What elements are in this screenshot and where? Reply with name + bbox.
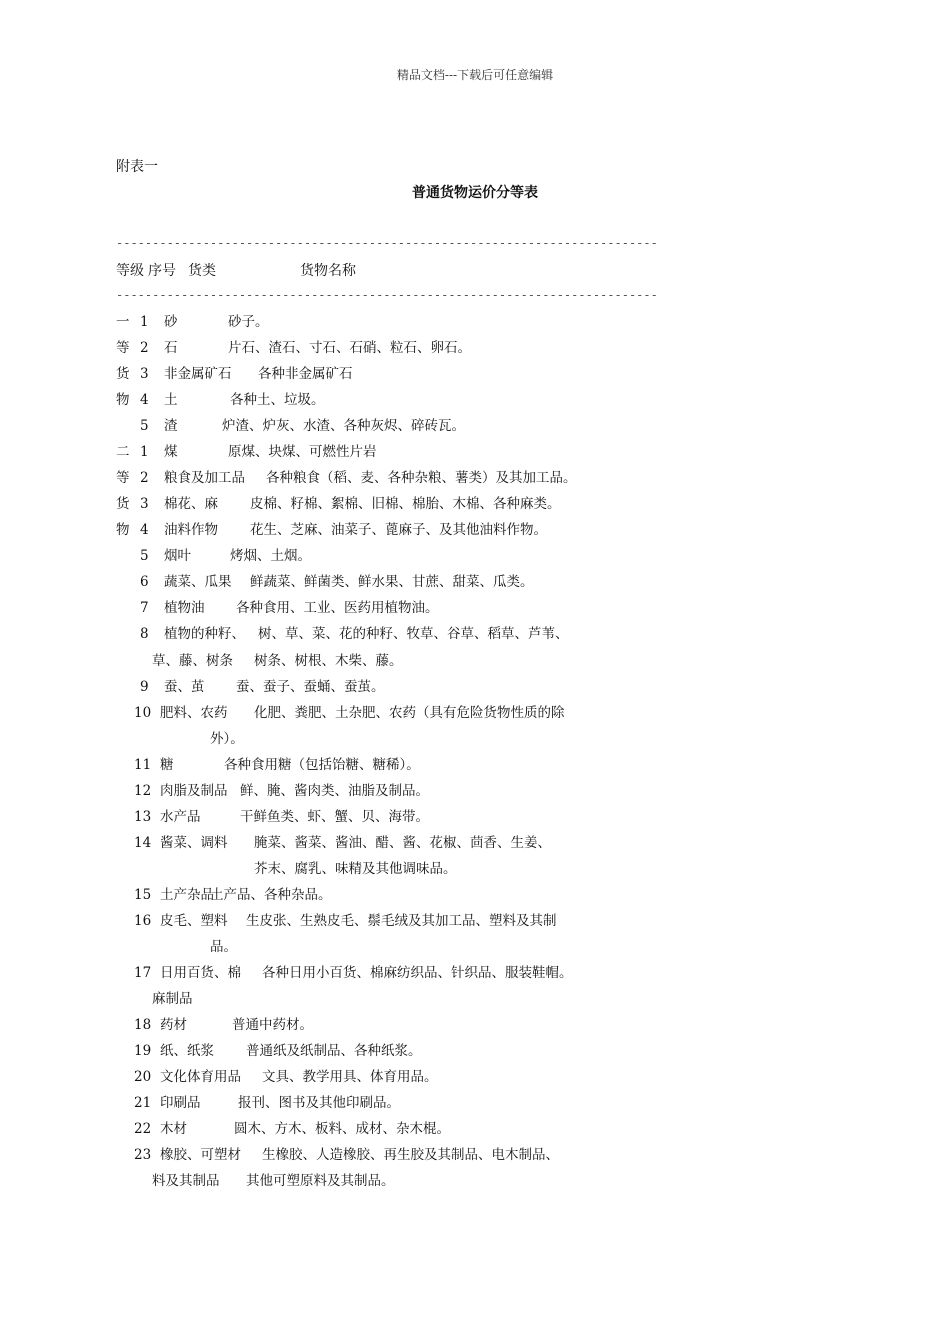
row-name: 品。	[210, 939, 237, 955]
row-no: 13	[134, 809, 152, 825]
row-name: 炉渣、炉灰、水渣、各种灰烬、碎砖瓦。	[222, 418, 465, 434]
row-no: 20	[134, 1069, 152, 1085]
row-category: 文化体育用品	[160, 1069, 241, 1085]
row-name: 各种食用、工业、医药用植物油。	[236, 600, 439, 616]
row-category: 酱菜、调料	[160, 835, 228, 851]
row-name: 各种食用糖（包括饴糖、糖稀）。	[224, 757, 420, 773]
row-name: 鲜蔬菜、鲜菌类、鲜水果、甘蔗、甜菜、瓜类。	[250, 574, 534, 590]
row-no: 16	[134, 913, 152, 929]
row-no: 1	[140, 314, 149, 330]
row-grade: 等	[116, 340, 130, 356]
row-category: 土产杂品	[160, 887, 214, 903]
row-category: 油料作物	[164, 522, 218, 538]
row-name: 其他可塑原料及其制品。	[246, 1173, 395, 1189]
row-no: 2	[140, 470, 149, 486]
row-name: 烤烟、土烟。	[230, 548, 311, 564]
row-grade: 物	[116, 522, 130, 538]
row-no: 5	[140, 548, 149, 564]
row-name: 芥末、腐乳、味精及其他调味品。	[254, 861, 457, 877]
row-name: 各种粮食（稻、麦、各种杂粮、薯类）及其加工品。	[266, 470, 577, 486]
row-grade: 等	[116, 470, 130, 486]
row-category: 皮毛、塑料	[160, 913, 228, 929]
row-category: 蔬菜、瓜果	[164, 574, 232, 590]
row-name: 生皮张、生熟皮毛、鬃毛绒及其加工品、塑料及其制	[246, 913, 557, 929]
row-no: 4	[140, 392, 149, 408]
row-category: 渣	[164, 418, 178, 434]
row-category: 日用百货、棉	[160, 965, 241, 981]
row-category: 麻制品	[152, 991, 193, 1007]
row-no: 22	[134, 1121, 152, 1137]
row-category: 土	[164, 392, 178, 408]
row-grade: 货	[116, 366, 130, 382]
row-category: 肉脂及制品	[160, 783, 228, 799]
table-title: 普通货物运价分等表	[412, 185, 538, 201]
row-category: 草、藤、树条	[152, 653, 233, 669]
row-no: 12	[134, 783, 152, 799]
row-grade: 物	[116, 392, 130, 408]
row-no: 10	[134, 705, 152, 721]
row-name: 鲜、腌、酱肉类、油脂及制品。	[240, 783, 429, 799]
row-name: 生橡胶、人造橡胶、再生胶及其制品、电木制品、	[262, 1147, 559, 1163]
row-no: 14	[134, 835, 152, 851]
row-no: 8	[140, 626, 149, 642]
row-name: 树、草、菜、花的种籽、牧草、谷草、稻草、芦苇、	[258, 626, 569, 642]
row-name: 腌菜、酱菜、酱油、醋、酱、花椒、茴香、生姜、	[254, 835, 551, 851]
row-category: 粮食及加工品	[164, 470, 245, 486]
row-category: 药材	[160, 1017, 187, 1033]
row-category: 纸、纸浆	[160, 1043, 214, 1059]
row-name: 各种日用小百货、棉麻纺织品、针织品、服装鞋帽。	[262, 965, 573, 981]
row-category: 棉花、麻	[164, 496, 218, 512]
row-name: 报刊、图书及其他印刷品。	[238, 1095, 400, 1111]
row-no: 5	[140, 418, 149, 434]
rule-top: ---------------------------------------------------------------------------	[116, 236, 658, 250]
row-category: 糖	[160, 757, 174, 773]
row-category: 砂	[164, 314, 178, 330]
row-no: 15	[134, 887, 152, 903]
row-category: 肥料、农药	[160, 705, 228, 721]
row-no: 3	[140, 366, 149, 382]
row-category: 石	[164, 340, 178, 356]
row-no: 4	[140, 522, 149, 538]
row-name: 皮棉、籽棉、絮棉、旧棉、棉胎、木棉、各种麻类。	[250, 496, 561, 512]
row-category: 橡胶、可塑材	[160, 1147, 241, 1163]
row-name: 圆木、方木、板料、成材、杂木棍。	[234, 1121, 450, 1137]
row-name: 土产品、各种杂品。	[210, 887, 332, 903]
row-name: 各种非金属矿石	[258, 366, 353, 382]
row-no: 18	[134, 1017, 152, 1033]
row-name: 化肥、粪肥、土杂肥、农药（具有危险货物性质的除	[254, 705, 565, 721]
row-category: 植物油	[164, 600, 205, 616]
row-no: 1	[140, 444, 149, 460]
row-no: 11	[134, 757, 152, 773]
row-grade: 货	[116, 496, 130, 512]
row-category: 烟叶	[164, 548, 191, 564]
col-name: 货物名称	[300, 263, 356, 279]
row-name: 普通纸及纸制品、各种纸浆。	[246, 1043, 422, 1059]
row-name: 树条、树根、木柴、藤。	[254, 653, 403, 669]
row-category: 水产品	[160, 809, 201, 825]
row-name: 各种土、垃圾。	[230, 392, 325, 408]
row-no: 19	[134, 1043, 152, 1059]
row-name: 文具、教学用具、体育用品。	[262, 1069, 438, 1085]
row-no: 6	[140, 574, 149, 590]
row-no: 9	[140, 679, 149, 695]
row-no: 3	[140, 496, 149, 512]
row-no: 2	[140, 340, 149, 356]
row-category: 印刷品	[160, 1095, 201, 1111]
row-name: 原煤、块煤、可燃性片岩	[228, 444, 377, 460]
row-name: 外）。	[210, 731, 244, 747]
row-grade: 一	[116, 314, 130, 330]
row-no: 23	[134, 1147, 152, 1163]
row-category: 木材	[160, 1121, 187, 1137]
page-header: 精品文档---下载后可任意编辑	[396, 68, 554, 82]
row-name: 干鲜鱼类、虾、蟹、贝、海带。	[240, 809, 429, 825]
row-name: 普通中药材。	[232, 1017, 313, 1033]
col-grade: 等级	[116, 263, 144, 279]
row-name: 花生、芝麻、油菜子、蓖麻子、及其他油料作物。	[250, 522, 547, 538]
row-no: 17	[134, 965, 152, 981]
col-no: 序号	[148, 263, 176, 279]
row-grade: 二	[116, 444, 130, 460]
rule-bottom: ---------------------------------------------------------------------------	[116, 288, 658, 302]
row-category: 煤	[164, 444, 178, 460]
row-category: 非金属矿石	[164, 366, 232, 382]
attachment-label: 附表一	[116, 159, 158, 175]
row-category: 植物的种籽、	[164, 626, 245, 642]
row-category: 蚕、茧	[164, 679, 205, 695]
row-no: 7	[140, 600, 149, 616]
row-name: 蚕、蚕子、蚕蛹、蚕茧。	[236, 679, 385, 695]
row-no: 21	[134, 1095, 152, 1111]
row-name: 砂子。	[228, 314, 269, 330]
col-category: 货类	[188, 263, 216, 279]
row-name: 片石、渣石、寸石、石硝、粒石、卵石。	[228, 340, 471, 356]
row-category: 料及其制品	[152, 1173, 220, 1189]
